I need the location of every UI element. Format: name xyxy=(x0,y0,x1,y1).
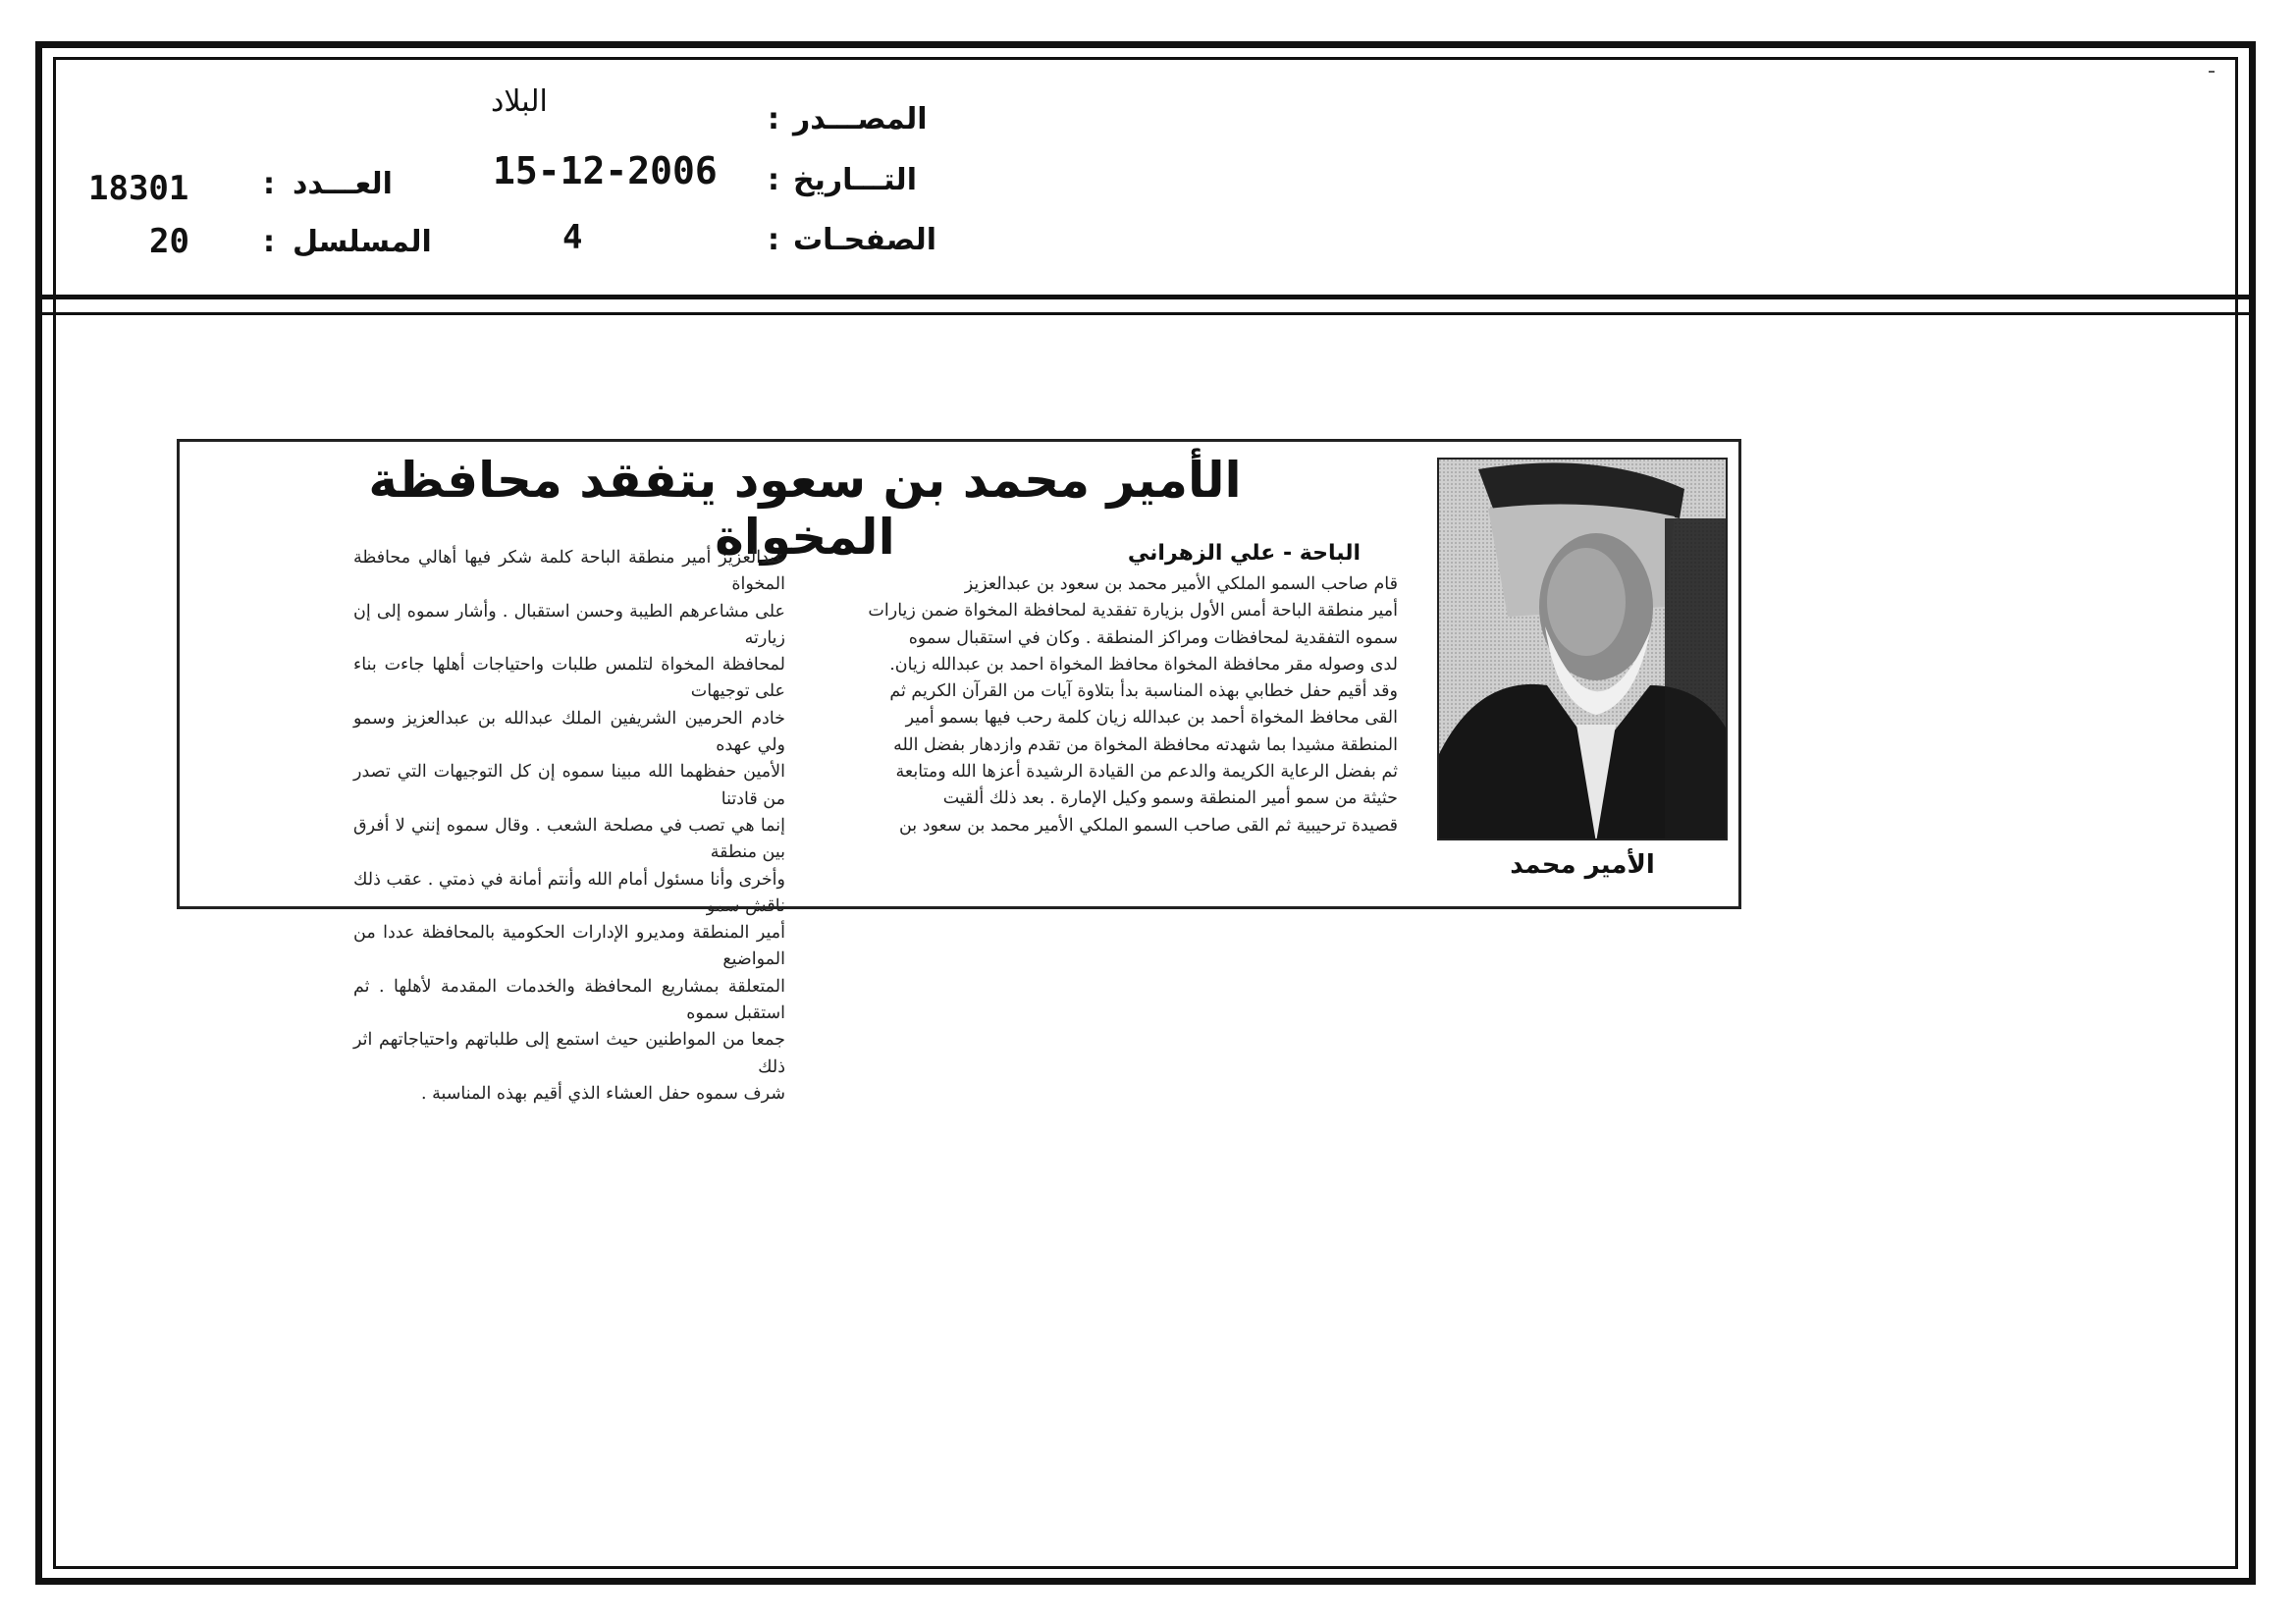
text-line: عبدالعزيز أمير منطقة الباحة كلمة شكر فيها أهالي محافظة المخواة xyxy=(353,548,785,595)
source-value: البلاد xyxy=(491,84,548,119)
header-divider xyxy=(35,295,2256,299)
pages-label: الصفحـات xyxy=(793,223,936,257)
header-divider-thin xyxy=(35,312,2256,315)
text-line: قصيدة ترحيبية ثم القى صاحب السمو الملكي الأمير محمد بن سعود بن xyxy=(898,815,1398,836)
text-line: قام صاحب السمو الملكي الأمير محمد بن سعود بن عبدالعزيز xyxy=(964,574,1398,594)
date-label: التـــاريخ xyxy=(793,163,917,197)
photo-caption: الأمير محمد xyxy=(1510,850,1655,880)
issue-label: العـــدد xyxy=(293,167,393,201)
text-line: جمعا من المواطنين حيث استمع إلى طلباتهم واحتياجاتهم اثر ذلك xyxy=(353,1030,785,1077)
date-value: 15-12-2006 xyxy=(493,149,718,192)
issue-value: 18301 xyxy=(88,169,189,208)
text-line: شرف سموه حفل العشاء الذي أقيم بهذه المناسبة . xyxy=(420,1083,785,1104)
serial-colon: : xyxy=(263,225,275,259)
text-line: لمحافظة المخواة لتلمس طلبات واحتياجات أهلها جاءت بناء على توجيهات xyxy=(353,655,785,702)
text-line: ثم بفضل الرعاية الكريمة والدعم من القيادة الرشيدة أعزها الله ومتابعة xyxy=(895,762,1398,783)
article-column-right xyxy=(813,571,1398,839)
scan-speck xyxy=(2209,71,2215,73)
text-line: لدى وصوله مقر محافظة المخواة محافظ المخواة احمد بن عبدالله زيان. xyxy=(889,654,1398,675)
article-byline: الباحة - علي الزهراني xyxy=(1127,541,1361,566)
text-line: إنما هي تصب في مصلحة الشعب . وقال سموه إنني لا أفرق بين منطقة xyxy=(353,815,785,863)
text-line: سموه التفقدية لمحافظات ومراكز المنطقة . وكان في استقبال سموه xyxy=(908,627,1398,648)
text-line: خادم الحرمين الشريفين الملك عبدالله بن عبدالعزيز وسمو ولي عهده xyxy=(353,708,785,756)
text-line: على مشاعرهم الطيبة وحسن استقبال . وأشار سموه إلى إن زيارته xyxy=(353,601,785,648)
text-line: وقد أقيم حفل خطابي بهذه المناسبة بدأ بتلاوة آيات من القرآن الكريم ثم xyxy=(889,681,1398,702)
text-line: أمير منطقة الباحة أمس الأول بزيارة تفقدية لمحافظة المخواة ضمن زيارات xyxy=(868,601,1398,622)
text-line: الأمين حفظهما الله مبينا سموه إن كل التوجيهات التي تصدر من قادتنا xyxy=(353,762,785,809)
portrait-photo xyxy=(1437,458,1728,840)
portrait-image xyxy=(1439,460,1728,840)
serial-label: المسلسل xyxy=(293,225,432,259)
text-line: المتعلقة بمشاريع المحافظة والخدمات المقدمة لأهلها . ثم استقبل سموه xyxy=(353,976,785,1024)
text-line: أمير المنطقة ومديرو الإدارات الحكومية بالمحافظة عددا من المواضيع xyxy=(353,923,785,970)
text-line: حثيثة من سمو أمير المنطقة وسمو وكيل الإمارة . بعد ذلك ألقيت xyxy=(942,788,1398,809)
text-line: المنطقة مشيدا بما شهدته محافظة المخواة من تقدم وازدهار بفضل الله xyxy=(893,734,1398,755)
article-headline: الأمير محمد بن سعود يتفقد محافظة المخواة xyxy=(368,452,1242,566)
text-line: القى محافظ المخواة أحمد بن عبدالله زيان كلمة رحب فيها بسمو أمير xyxy=(905,708,1398,729)
issue-colon: : xyxy=(263,167,275,201)
source-label: المصـــدر xyxy=(793,102,928,136)
source-colon: : xyxy=(768,102,779,136)
date-colon: : xyxy=(768,163,779,197)
pages-colon: : xyxy=(768,223,779,257)
article-column-left xyxy=(353,545,785,1108)
text-line: وأخرى وأنا مسئول أمام الله وأنتم أمانة في ذمتي . عقب ذلك ناقش سمو xyxy=(353,869,785,916)
serial-value: 20 xyxy=(149,222,189,261)
pages-value: 4 xyxy=(562,218,583,257)
